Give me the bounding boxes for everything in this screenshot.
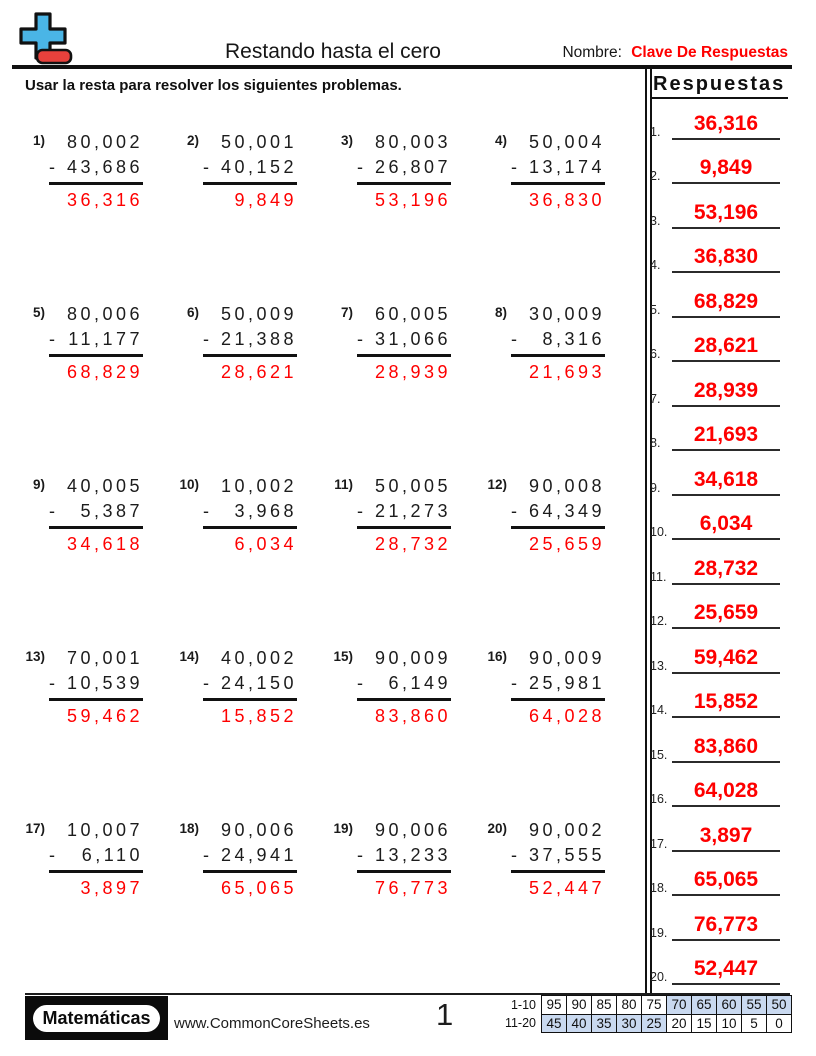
answer-value: 28,621 (672, 335, 780, 362)
minus-sign: - (49, 501, 55, 521)
subtraction-problem (25, 302, 179, 384)
subtrahend: 31,066 (374, 329, 451, 349)
grading-scale-table (495, 995, 792, 1033)
subtrahend: 21,273 (374, 501, 451, 521)
minuend: 50,004 (528, 132, 605, 152)
subtraction-problem (487, 646, 641, 728)
subtraction-problem (179, 818, 333, 900)
problem-number: 17) (25, 821, 45, 836)
minus-sign: - (511, 329, 517, 349)
subtrahend: 10,539 (66, 673, 143, 693)
answer-list-item (650, 941, 788, 986)
grading-scale-cell: 15 (692, 1014, 717, 1033)
minus-sign: - (511, 845, 517, 865)
problem-answer: 28,732 (374, 534, 451, 554)
problem-answer: 6,034 (234, 534, 297, 554)
problem-number: 1) (32, 133, 45, 148)
answer-list-item (650, 896, 788, 941)
subtrahend-row (357, 671, 451, 701)
minus-sign: - (49, 329, 55, 349)
problem-stack (49, 646, 143, 729)
subtrahend-row (511, 671, 605, 701)
answer-number: 16. (650, 792, 668, 806)
answer-list-item (650, 229, 788, 274)
minuend: 10,007 (66, 820, 143, 840)
grading-scale-cell: 5 (742, 1014, 767, 1033)
problem-answer: 9,849 (234, 190, 297, 210)
problem-stack (203, 474, 297, 557)
minuend: 80,006 (66, 304, 143, 324)
answer-value: 28,939 (672, 380, 780, 407)
problem-number: 8) (494, 305, 507, 320)
problem-answer: 64,028 (528, 706, 605, 726)
answer-list-item (650, 629, 788, 674)
problem-answer: 28,939 (374, 362, 451, 382)
answer-number: 15. (650, 747, 668, 762)
problem-answer: 59,462 (66, 706, 143, 726)
answers-panel (650, 69, 788, 985)
subtrahend: 6,110 (81, 845, 143, 865)
answer-value: 53,196 (672, 202, 780, 229)
minus-sign: - (357, 329, 363, 349)
answer-value: 15,852 (672, 691, 780, 718)
answer-number: 5. (650, 302, 661, 317)
answer-list-item (650, 273, 788, 318)
subtrahend: 21,388 (220, 329, 297, 349)
answer-number: 6. (650, 347, 661, 361)
answer-number: 9. (650, 480, 661, 495)
subtraction-problem (487, 818, 641, 900)
answer-value: 65,065 (672, 869, 780, 896)
grading-scale-cell: 40 (567, 1014, 592, 1033)
subtraction-problem (333, 130, 487, 212)
answer-number: 4. (650, 258, 661, 272)
minuend: 30,009 (528, 304, 605, 324)
problem-number: 19) (333, 821, 353, 836)
problem-number: 14) (179, 649, 199, 664)
problem-stack (203, 130, 297, 213)
problem-number: 2) (186, 133, 199, 148)
minus-sign: - (511, 157, 517, 177)
answer-list-item (650, 807, 788, 852)
minuend: 50,009 (220, 304, 297, 324)
answer-list-item (650, 451, 788, 496)
grading-scale-cell: 25 (642, 1014, 667, 1033)
answer-number: 7. (650, 391, 661, 406)
problem-number: 9) (32, 477, 45, 492)
problem-answer: 3,897 (80, 878, 143, 898)
answer-value: 36,830 (672, 246, 780, 273)
subtraction-problem (333, 302, 487, 384)
problem-number: 16) (487, 649, 507, 664)
subtrahend: 11,177 (68, 329, 143, 349)
problem-stack (511, 646, 605, 729)
problem-stack (49, 302, 143, 385)
problem-stack (357, 130, 451, 213)
answer-value: 52,447 (672, 958, 780, 985)
problem-answer: 52,447 (528, 878, 605, 898)
problem-stack (49, 818, 143, 901)
minuend: 40,005 (66, 476, 143, 496)
subtrahend-row (49, 499, 143, 529)
minus-sign: - (49, 157, 55, 177)
subtrahend-row (357, 155, 451, 185)
answer-value: 25,659 (672, 602, 780, 629)
brand-logo (25, 996, 168, 1040)
answer-number: 17. (650, 836, 668, 851)
subtrahend: 24,941 (220, 845, 297, 865)
minuend: 50,001 (220, 132, 297, 152)
subtraction-problem (333, 818, 487, 900)
subtrahend-row (49, 327, 143, 357)
minus-sign: - (357, 157, 363, 177)
problem-answer: 25,659 (528, 534, 605, 554)
problem-stack (203, 646, 297, 729)
minus-sign: - (357, 501, 363, 521)
grading-scale-cell: 80 (617, 996, 642, 1015)
subtrahend: 8,316 (542, 329, 605, 349)
minus-sign: - (203, 157, 209, 177)
answer-list-item (650, 540, 788, 585)
problem-number: 11) (334, 477, 353, 492)
problem-number: 20) (487, 821, 507, 836)
minuend: 70,001 (66, 648, 143, 668)
minus-sign: - (511, 501, 517, 521)
grading-scale-row (495, 1014, 792, 1033)
problem-answer: 68,829 (66, 362, 143, 382)
answer-list-item (650, 407, 788, 452)
name-value-answer-key: Clave De Respuestas (631, 44, 788, 61)
subtrahend-row (49, 671, 143, 701)
problem-stack (511, 818, 605, 901)
subtraction-problem (25, 130, 179, 212)
subtrahend-row (203, 499, 297, 529)
answer-value: 76,773 (672, 914, 780, 941)
problem-number: 3) (340, 133, 353, 148)
minus-sign: - (203, 501, 209, 521)
minus-sign: - (203, 329, 209, 349)
grading-scale-cell: 65 (692, 996, 717, 1015)
problem-answer: 28,621 (220, 362, 297, 382)
problem-stack (357, 646, 451, 729)
problem-stack (203, 302, 297, 385)
subtraction-problem (333, 646, 487, 728)
problem-answer: 65,065 (220, 878, 297, 898)
minuend: 90,008 (528, 476, 605, 496)
minuend: 80,002 (66, 132, 143, 152)
minus-sign: - (49, 673, 55, 693)
subtrahend-row (511, 843, 605, 873)
minus-sign: - (203, 673, 209, 693)
problem-stack (357, 302, 451, 385)
grading-scale-cell: 35 (592, 1014, 617, 1033)
answer-number: 3. (650, 213, 661, 228)
subtraction-problem (25, 646, 179, 728)
subtraction-problem (25, 474, 179, 556)
minuend: 80,003 (374, 132, 451, 152)
answer-number: 18. (650, 881, 668, 895)
minuend: 50,005 (374, 476, 451, 496)
problem-number: 4) (494, 133, 507, 148)
brand-logo-label: Matemáticas (33, 1005, 159, 1032)
problem-number: 18) (179, 821, 199, 836)
answer-number: 10. (650, 525, 668, 539)
problem-answer: 83,860 (374, 706, 451, 726)
answer-list-item (650, 674, 788, 719)
answer-list-item (650, 318, 788, 363)
answer-list-item (650, 184, 788, 229)
page-title: Restando hasta el cero (225, 40, 441, 63)
subtraction-problem (333, 474, 487, 556)
problem-stack (511, 474, 605, 557)
answer-value: 83,860 (672, 736, 780, 763)
grading-scale-cell: 30 (617, 1014, 642, 1033)
subtrahend: 43,686 (66, 157, 143, 177)
subtraction-problem (487, 302, 641, 384)
answer-number: 19. (650, 925, 668, 940)
problem-answer: 36,830 (528, 190, 605, 210)
subtrahend-row (203, 327, 297, 357)
answer-number: 8. (650, 436, 661, 450)
grading-scale-row-label: 1-10 (510, 997, 536, 1012)
name-line (562, 44, 788, 62)
answer-value: 21,693 (672, 424, 780, 451)
problems-grid (25, 130, 641, 900)
subtraction-problem (487, 130, 641, 212)
answer-value: 34,618 (672, 469, 780, 496)
answers-list (650, 95, 788, 985)
problem-stack (511, 130, 605, 213)
answer-list-item (650, 852, 788, 897)
problem-stack (511, 302, 605, 385)
answer-number: 2. (650, 169, 661, 183)
answers-panel-title: Respuestas (650, 73, 788, 99)
problem-number: 12) (487, 477, 507, 492)
name-label: Nombre: (562, 44, 622, 61)
answer-list-item (650, 95, 788, 140)
minuend: 60,005 (374, 304, 451, 324)
subtraction-problem (179, 302, 333, 384)
problem-number: 6) (186, 305, 199, 320)
minuend: 10,002 (220, 476, 297, 496)
answer-number: 11. (650, 569, 667, 584)
subtraction-problem (487, 474, 641, 556)
subtraction-problem (179, 646, 333, 728)
problem-answer: 76,773 (374, 878, 451, 898)
subtrahend: 40,152 (220, 157, 297, 177)
problem-answer: 36,316 (66, 190, 143, 210)
answer-list-item (650, 585, 788, 630)
answer-value: 9,849 (672, 157, 780, 184)
subtrahend-row (357, 499, 451, 529)
answer-number: 1. (650, 124, 661, 139)
subtrahend-row (203, 671, 297, 701)
subtrahend: 26,807 (374, 157, 451, 177)
problem-answer: 34,618 (66, 534, 143, 554)
minus-sign: - (49, 845, 55, 865)
minus-sign: - (357, 673, 363, 693)
problem-stack (357, 818, 451, 901)
answer-list-item (650, 718, 788, 763)
problem-answer: 53,196 (374, 190, 451, 210)
grading-scale-cell: 85 (592, 996, 617, 1015)
answer-value: 3,897 (672, 825, 780, 852)
grading-scale-cell: 70 (667, 996, 692, 1015)
subtraction-problem (179, 130, 333, 212)
subtrahend-row (357, 327, 451, 357)
grading-scale-cell: 20 (667, 1014, 692, 1033)
subtrahend: 13,233 (374, 845, 451, 865)
subtrahend: 5,387 (80, 501, 143, 521)
answer-list-item (650, 362, 788, 407)
subtrahend: 13,174 (528, 157, 605, 177)
instruction-text: Usar la resta para resolver los siguientes problemas. (25, 77, 402, 94)
problem-number: 10) (179, 477, 199, 492)
subtrahend-row (511, 499, 605, 529)
grading-scale-cell: 60 (717, 996, 742, 1015)
minuend: 90,009 (528, 648, 605, 668)
answer-list-item (650, 140, 788, 185)
answer-value: 6,034 (672, 513, 780, 540)
subtrahend-row (203, 155, 297, 185)
answer-value: 64,028 (672, 780, 780, 807)
answer-number: 12. (650, 614, 668, 628)
grading-scale-row-label: 11-20 (504, 1016, 536, 1031)
subtrahend: 37,555 (528, 845, 605, 865)
grading-scale-cell: 45 (542, 1014, 567, 1033)
subtrahend: 6,149 (388, 673, 451, 693)
minus-sign: - (203, 845, 209, 865)
minuend: 90,002 (528, 820, 605, 840)
problem-number: 5) (32, 305, 45, 320)
website-link[interactable]: www.CommonCoreSheets.es (174, 1015, 370, 1032)
subtrahend-row (49, 843, 143, 873)
subtraction-problem (25, 818, 179, 900)
grading-scale-cell: 55 (742, 996, 767, 1015)
page-number: 1 (436, 997, 454, 1032)
subtrahend: 24,150 (220, 673, 297, 693)
problem-stack (203, 818, 297, 901)
problem-answer: 15,852 (220, 706, 297, 726)
subtrahend: 3,968 (234, 501, 297, 521)
subtrahend-row (357, 843, 451, 873)
answer-value: 59,462 (672, 647, 780, 674)
minuend: 90,009 (374, 648, 451, 668)
problem-stack (49, 474, 143, 557)
problem-answer: 21,693 (528, 362, 605, 382)
grading-scale-cell: 50 (767, 996, 792, 1015)
grading-scale-cell: 10 (717, 1014, 742, 1033)
grading-scale-cell: 75 (642, 996, 667, 1015)
subtrahend-row (511, 327, 605, 357)
problem-number: 13) (25, 649, 45, 664)
answer-number: 14. (650, 703, 668, 717)
subtraction-problem (179, 474, 333, 556)
answer-number: 13. (650, 658, 668, 673)
minus-sign: - (357, 845, 363, 865)
grading-scale-row (495, 996, 792, 1015)
grading-scale-cell: 0 (767, 1014, 792, 1033)
subtrahend: 25,981 (528, 673, 605, 693)
problem-stack (357, 474, 451, 557)
minuend: 90,006 (374, 820, 451, 840)
minuend: 40,002 (220, 648, 297, 668)
problem-number: 7) (340, 305, 353, 320)
subtrahend-row (49, 155, 143, 185)
subtrahend-row (203, 843, 297, 873)
answer-list-item (650, 496, 788, 541)
answer-number: 20. (650, 970, 668, 984)
subtrahend: 64,349 (528, 501, 605, 521)
answer-list-item (650, 763, 788, 808)
grading-scale-cell: 95 (542, 996, 567, 1015)
problem-stack (49, 130, 143, 213)
grading-scale-cell: 90 (567, 996, 592, 1015)
minus-sign: - (511, 673, 517, 693)
problem-number: 15) (333, 649, 353, 664)
answer-value: 36,316 (672, 113, 780, 140)
subtrahend-row (511, 155, 605, 185)
answer-value: 28,732 (672, 558, 780, 585)
minuend: 90,006 (220, 820, 297, 840)
answer-value: 68,829 (672, 291, 780, 318)
